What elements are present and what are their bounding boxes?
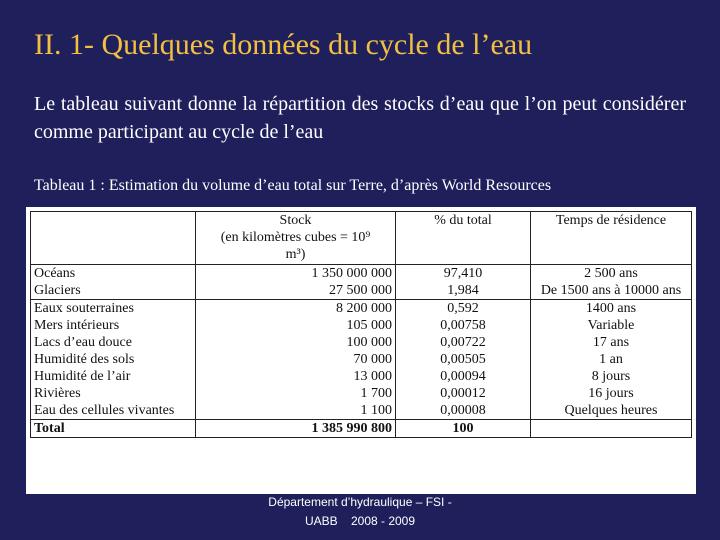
cell-name: Eaux souterraines [31, 300, 196, 318]
cell-pct: 0,592 [396, 300, 531, 318]
cell-res: 17 ans [531, 334, 692, 351]
table-row [31, 351, 692, 368]
header-stock-line2: (en kilomètres cubes = 10⁹ [220, 230, 371, 245]
cell-res: Quelques heures [531, 402, 692, 420]
cell-res: 8 jours [531, 368, 692, 385]
cell-stock: 100 000 [196, 334, 396, 351]
footer-line1: Département d’hydraulique – FSI - [268, 495, 452, 509]
table-row [31, 282, 692, 300]
table-row [31, 368, 692, 385]
cell-stock: 27 500 000 [196, 282, 396, 300]
intro-paragraph: Le tableau suivant donne la répartition des stocks d’eau que l’on peut considérer comme participant au cycle de l’eau [34, 93, 686, 143]
header-name [31, 212, 196, 265]
footer-line2: UABB 2008 - 2009 [304, 514, 416, 528]
table-row [31, 402, 692, 420]
cell-res: Variable [531, 317, 692, 334]
cell-res: 1400 ans [531, 300, 692, 318]
table-row [31, 385, 692, 402]
total-cell-name: Total [31, 420, 196, 438]
cell-pct: 0,00758 [396, 317, 531, 334]
header-residence: Temps de résidence [531, 212, 692, 265]
water-stock-table [26, 207, 696, 494]
table-row [31, 334, 692, 351]
cell-name: Humidité des sols [31, 351, 196, 368]
cell-name: Océans [31, 265, 196, 283]
cell-name: Lacs d’eau douce [31, 334, 196, 351]
total-cell-pct: 100 [396, 420, 531, 438]
cell-res: De 1500 ans à 10000 ans [531, 282, 692, 300]
cell-name: Mers intérieurs [31, 317, 196, 334]
cell-pct: 1,984 [396, 282, 531, 300]
header-stock-line3: m³) [285, 247, 306, 262]
slide-title: II. 1- Quelques données du cycle de l’eau [34, 28, 533, 61]
cell-res: 16 jours [531, 385, 692, 402]
data-table [30, 211, 692, 438]
header-stock-line1: Stock [279, 213, 312, 228]
cell-res: 1 an [531, 351, 692, 368]
cell-pct: 0,00012 [396, 385, 531, 402]
cell-pct: 97,410 [396, 265, 531, 283]
header-stock [196, 212, 396, 265]
table-row [31, 265, 692, 283]
cell-pct: 0,00094 [396, 368, 531, 385]
table-row [31, 300, 692, 318]
cell-stock: 70 000 [196, 351, 396, 368]
table-row [31, 317, 692, 334]
cell-stock: 13 000 [196, 368, 396, 385]
cell-name: Humidité de l’air [31, 368, 196, 385]
cell-stock: 1 350 000 000 [196, 265, 396, 283]
cell-pct: 0,00008 [396, 402, 531, 420]
cell-stock: 1 700 [196, 385, 396, 402]
cell-name: Rivières [31, 385, 196, 402]
cell-name: Glaciers [31, 282, 196, 300]
cell-res: 2 500 ans [531, 265, 692, 283]
cell-stock: 105 000 [196, 317, 396, 334]
cell-pct: 0,00722 [396, 334, 531, 351]
cell-name: Eau des cellules vivantes [31, 402, 196, 420]
table-header-row [31, 212, 692, 265]
cell-stock: 1 100 [196, 402, 396, 420]
total-cell-stock: 1 385 990 800 [196, 420, 396, 438]
footer [230, 493, 490, 531]
header-percent: % du total [396, 212, 531, 265]
table-caption: Tableau 1 : Estimation du volume d’eau total sur Terre, d’après World Resources [34, 177, 552, 194]
cell-pct: 0,00505 [396, 351, 531, 368]
total-cell-res [531, 420, 692, 438]
table-total-row [31, 420, 692, 438]
cell-stock: 8 200 000 [196, 300, 396, 318]
